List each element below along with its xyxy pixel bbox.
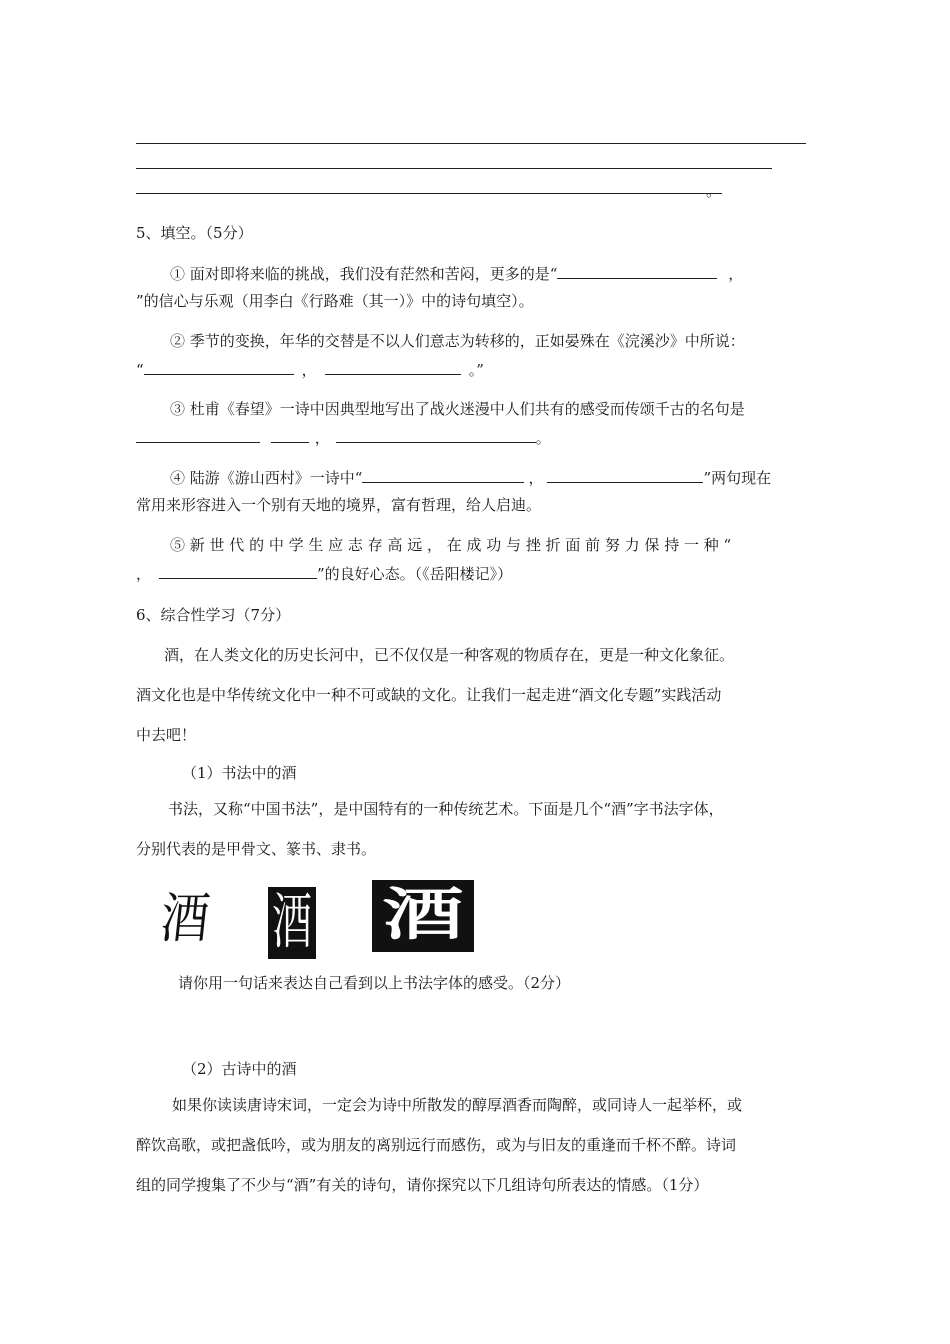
q5-item4-line2: 常用来形容进入一个别有天地的境界，富有哲理，给人启迪。 [136,496,542,514]
q5-item1-line1 [170,262,743,284]
q5-item2-blank-1[interactable] [144,358,294,375]
q6-part1-prompt: 请你用一句话来表达自己看到以上书法字体的感受。（2分） [178,974,571,992]
q6-part2-text-1: 如果你读读唐诗宋词，一定会为诗中所散发的醇厚酒香而陶醉，或同诗人一起举杯，或 [172,1096,743,1114]
q6-intro-2: 酒文化也是中华传统文化中一种不可或缺的文化。让我们一起走进“酒文化专题”实践活动 [136,686,722,704]
q5-item1-text-b: ， [728,265,744,283]
q5-item1-blank-1[interactable] [557,262,717,279]
q5-item3-blank-2[interactable] [271,426,309,443]
q5-item2-text-d: 。” [468,361,484,379]
q5-item4-text-b: ， [528,469,544,487]
q5-item2-text-b: “ [136,361,144,379]
q6-part1-text-2: 分别代表的是甲骨文、篆书、隶书。 [136,840,377,858]
q6-title: 6、综合性学习（7分） [136,606,291,624]
q5-item4-text-c: ”两句现在 [703,469,772,487]
q5-item1-line2: ”的信心与乐观（用李白《行路难（其一）》中的诗句填空）。 [136,292,534,310]
q5-item3-line1: ③ 杜甫《春望》一诗中因典型地写出了战火迷漫中人们共有的感受而传颂千古的名句是 [170,400,745,418]
q5-item5-text-c: ”的良好心态。（《岳阳楼记》） [317,565,513,583]
q5-item3-line2 [136,426,551,448]
q5-title: 5、填空。（5分） [136,224,253,242]
q5-item5-line2 [136,562,512,584]
q5-item4-text-a: ④ 陆游《游山西村》一诗中“ [170,469,363,487]
calligraphy-seal-script-image [268,887,316,959]
answer-line-3[interactable] [136,193,722,194]
q6-part2-text-3: 组的同学搜集了不少与“酒”有关的诗句，请你探究以下几组诗句所表达的情感。（1分） [136,1176,709,1194]
q5-item5-text-b: ， [136,565,152,583]
q5-item3-blank-1[interactable] [136,426,260,443]
answer-line-1[interactable] [136,143,806,144]
answer-line-2[interactable] [136,168,772,169]
q5-item2-line2 [136,358,484,380]
q5-item4-blank-2[interactable] [547,466,703,483]
q5-item5-blank-1[interactable] [159,562,317,579]
q6-part2-title: （2）古诗中的酒 [182,1060,297,1078]
calligraphy-clerical-script-image [372,880,474,952]
q6-part2-text-2: 醉饮高歌，或把盏低吟，或为朋友的离别远行而感伤，或为与旧友的重逢而千杯不醉。诗词 [136,1136,737,1154]
q6-part1-text-1: 书法，又称“中国书法”，是中国特有的一种传统艺术。下面是几个“酒”字书法字体， [168,800,724,818]
q5-item5-line1: ⑤ 新 世 代 的 中 学 生 应 志 存 高 远 ， 在 成 功 与 挫 折 面 前 努 力 保 持 一 种 “ [170,536,732,554]
q5-item2-blank-2[interactable] [325,358,461,375]
clerical-script-glyph: 酒 [382,883,464,948]
oracle-bone-glyph: 酒 [157,887,213,950]
q5-item2-line1: ② 季节的变换，年华的交替是不以人们意志为转移的，正如晏殊在《浣溪沙》中所说： [170,332,745,350]
q6-intro-3: 中去吧！ [136,726,197,744]
q5-item1-text-a: ① 面对即将来临的挑战，我们没有茫然和苦闷，更多的是“ [170,265,558,283]
q5-item3-blank-3[interactable] [336,426,536,443]
calligraphy-oracle-bone-image [156,888,214,950]
q5-item4-blank-1[interactable] [362,466,524,483]
seal-script-glyph: 酒 [272,888,312,958]
q5-item3-text-c: 。 [535,429,551,447]
q5-item4-line1 [170,466,771,488]
q6-intro-1: 酒，在人类文化的历史长河中，已不仅仅是一种客观的物质存在，更是一种文化象征。 [164,646,735,664]
q6-part1-title: （1）书法中的酒 [182,764,297,782]
q5-item2-text-c: ， [301,361,317,379]
answer-end-mark: 。 [706,182,722,200]
q5-item3-text-b: ， [314,429,330,447]
